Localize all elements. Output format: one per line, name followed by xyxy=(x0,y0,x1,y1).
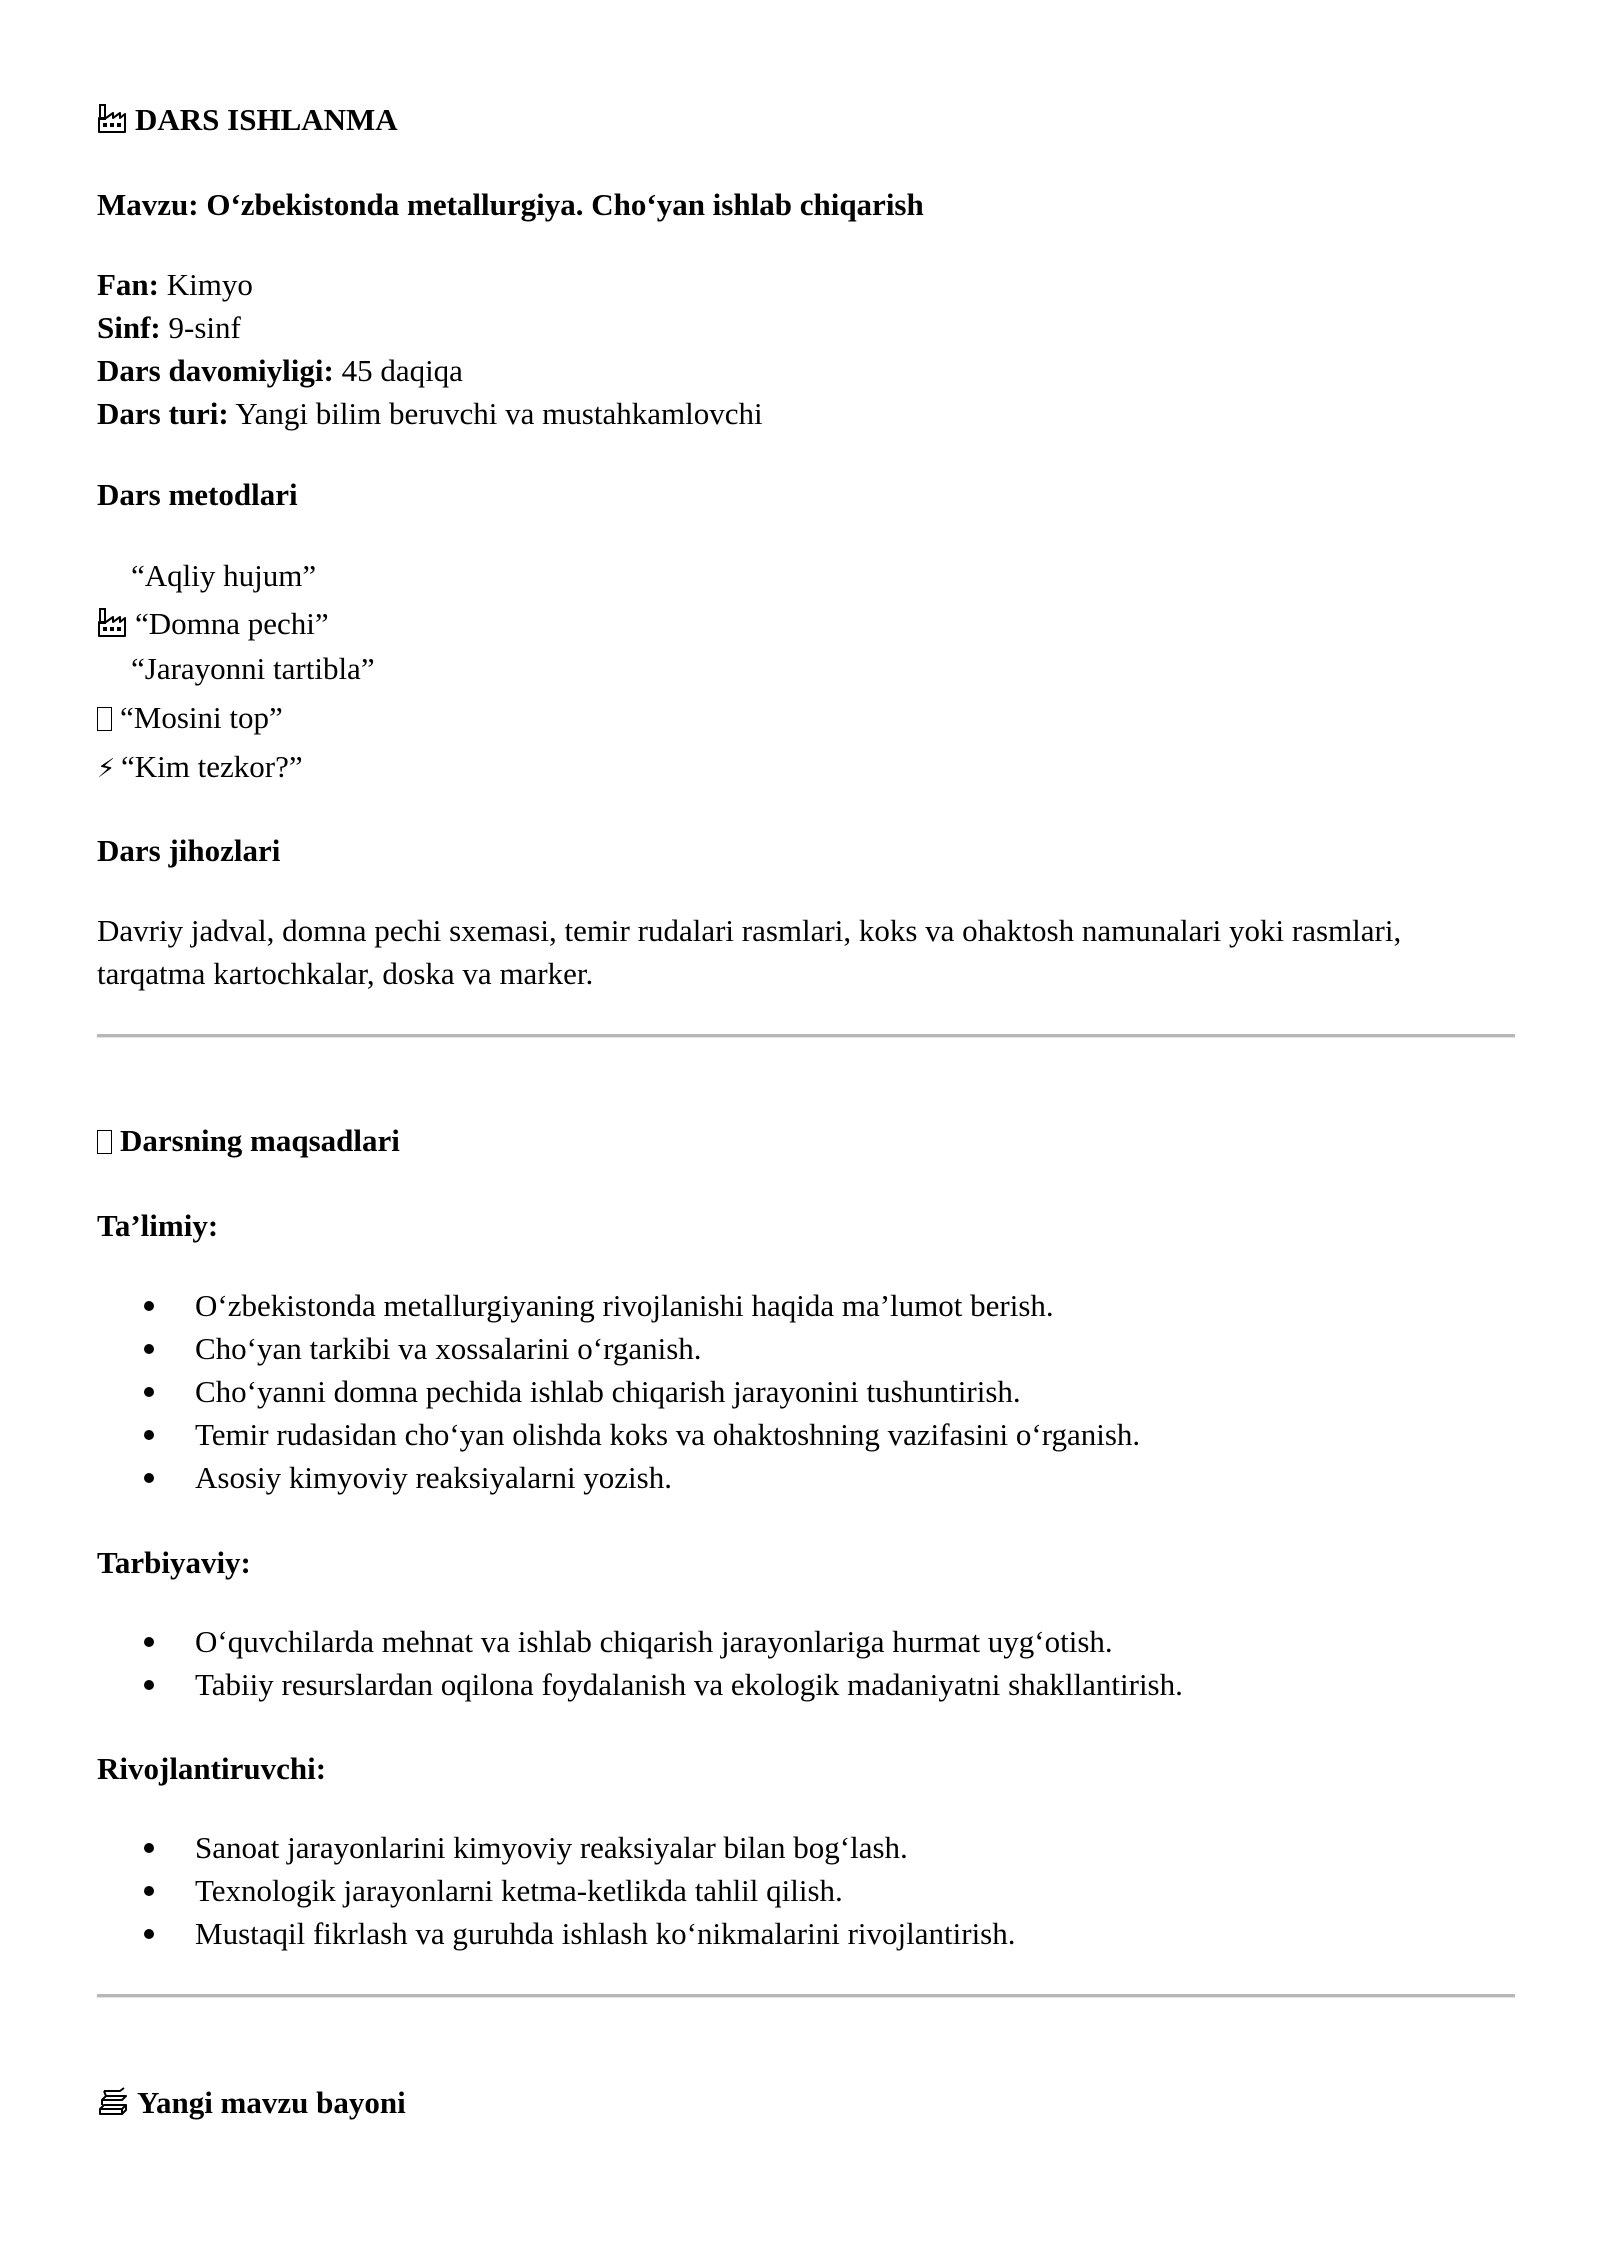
equipment-heading: Dars jihozlari xyxy=(97,833,281,868)
method-item xyxy=(97,605,329,643)
goals-heading-text: Darsning maqsadlari xyxy=(120,1123,400,1158)
document-title-text: DARS ISHLANMA xyxy=(135,102,398,137)
info-subject xyxy=(97,266,253,304)
bullet-icon xyxy=(144,1680,154,1690)
bullet-icon xyxy=(144,1344,154,1354)
upbringing-heading: Tarbiyaviy: xyxy=(97,1545,251,1580)
list-item: Cho‘yanni domna pechida ishlab chiqarish jarayonini tushuntirish. xyxy=(97,1370,1140,1413)
method-item-text: “Jarayonni tartibla” xyxy=(131,651,375,686)
method-item-text: “Aqliy hujum” xyxy=(131,558,317,593)
bullet-icon xyxy=(144,1301,154,1311)
new-topic-heading-text: Yangi mavzu bayoni xyxy=(137,2085,406,2120)
missing-glyph-icon xyxy=(97,1130,112,1154)
bullet-icon xyxy=(144,1843,154,1853)
list-item: O‘quvchilarda mehnat va ishlab chiqarish jarayonlariga hurmat uyg‘otish. xyxy=(97,1620,1183,1663)
lightning-icon: ⚡ xyxy=(97,754,116,784)
new-topic-heading xyxy=(97,2084,406,2122)
list-item: Mustaqil fikrlash va guruhda ishlash ko‘nikmalarini rivojlantirish. xyxy=(97,1912,1016,1955)
list-item: Tabiiy resurslardan oqilona foydalanish va ekologik madaniyatni shakllantirish. xyxy=(97,1663,1183,1706)
info-grade xyxy=(97,309,241,347)
section-divider xyxy=(97,1994,1515,1998)
list-item: O‘zbekistonda metallurgiyaning rivojlanishi haqida ma’lumot berish. xyxy=(97,1284,1140,1327)
bullet-icon xyxy=(144,1473,154,1483)
method-item-text: “Domna pechi” xyxy=(135,606,329,641)
info-label: Dars turi: xyxy=(97,396,229,431)
goals-heading xyxy=(97,1122,400,1160)
lesson-topic: Mavzu: O‘zbekistonda metallurgiya. Cho‘yan ishlab chiqarish xyxy=(97,187,924,222)
methods-heading: Dars metodlari xyxy=(97,477,298,512)
info-label: Fan: xyxy=(97,267,159,302)
list-item: Temir rudasidan cho‘yan olishda koks va ohaktoshning vazifasini o‘rganish. xyxy=(97,1413,1140,1456)
factory-icon xyxy=(97,104,127,134)
educational-heading: Ta’limiy: xyxy=(97,1208,219,1243)
bullet-icon xyxy=(144,1886,154,1896)
educational-list xyxy=(97,1284,1140,1499)
missing-glyph-icon xyxy=(97,707,112,731)
method-item xyxy=(97,557,316,595)
list-item: Texnologik jarayonlarni ketma-ketlikda tahlil qilish. xyxy=(97,1869,1016,1912)
info-value: Kimyo xyxy=(159,267,253,302)
method-item xyxy=(97,699,283,737)
developmental-list xyxy=(97,1826,1016,1955)
bullet-icon xyxy=(144,1929,154,1939)
info-label: Sinf: xyxy=(97,310,161,345)
bullet-icon xyxy=(144,1387,154,1397)
method-item xyxy=(97,748,303,788)
info-label: Dars davomiyligi: xyxy=(97,353,334,388)
document-title xyxy=(97,101,398,139)
info-value: 45 daqiqa xyxy=(333,353,463,388)
info-value: Yangi bilim beruvchi va mustahkamlovchi xyxy=(228,396,763,431)
bullet-icon xyxy=(144,1637,154,1647)
info-duration xyxy=(97,352,463,390)
developmental-heading: Rivojlantiruvchi: xyxy=(97,1751,327,1786)
list-item: Cho‘yan tarkibi va xossalarini o‘rganish. xyxy=(97,1327,1140,1370)
method-item xyxy=(97,650,375,688)
list-item: Asosiy kimyoviy reaksiyalarni yozish. xyxy=(97,1456,1140,1499)
method-item-text: “Mosini top” xyxy=(120,700,283,735)
upbringing-list xyxy=(97,1620,1183,1706)
bullet-icon xyxy=(144,1430,154,1440)
list-item: Sanoat jarayonlarini kimyoviy reaksiyalar bilan bog‘lash. xyxy=(97,1826,1016,1869)
books-icon xyxy=(97,2087,129,2117)
equipment-text: Davriy jadval, domna pechi sxemasi, temir rudalari rasmlari, koks va ohaktosh namunalari yoki rasmlari, tarqatma kartochkalar, doska va marker. xyxy=(97,913,1402,991)
method-item-text: “Kim tezkor?” xyxy=(121,749,303,784)
section-divider xyxy=(97,1034,1515,1038)
factory-icon xyxy=(97,608,127,638)
info-value: 9-sinf xyxy=(160,310,241,345)
info-lesson-type xyxy=(97,395,763,433)
